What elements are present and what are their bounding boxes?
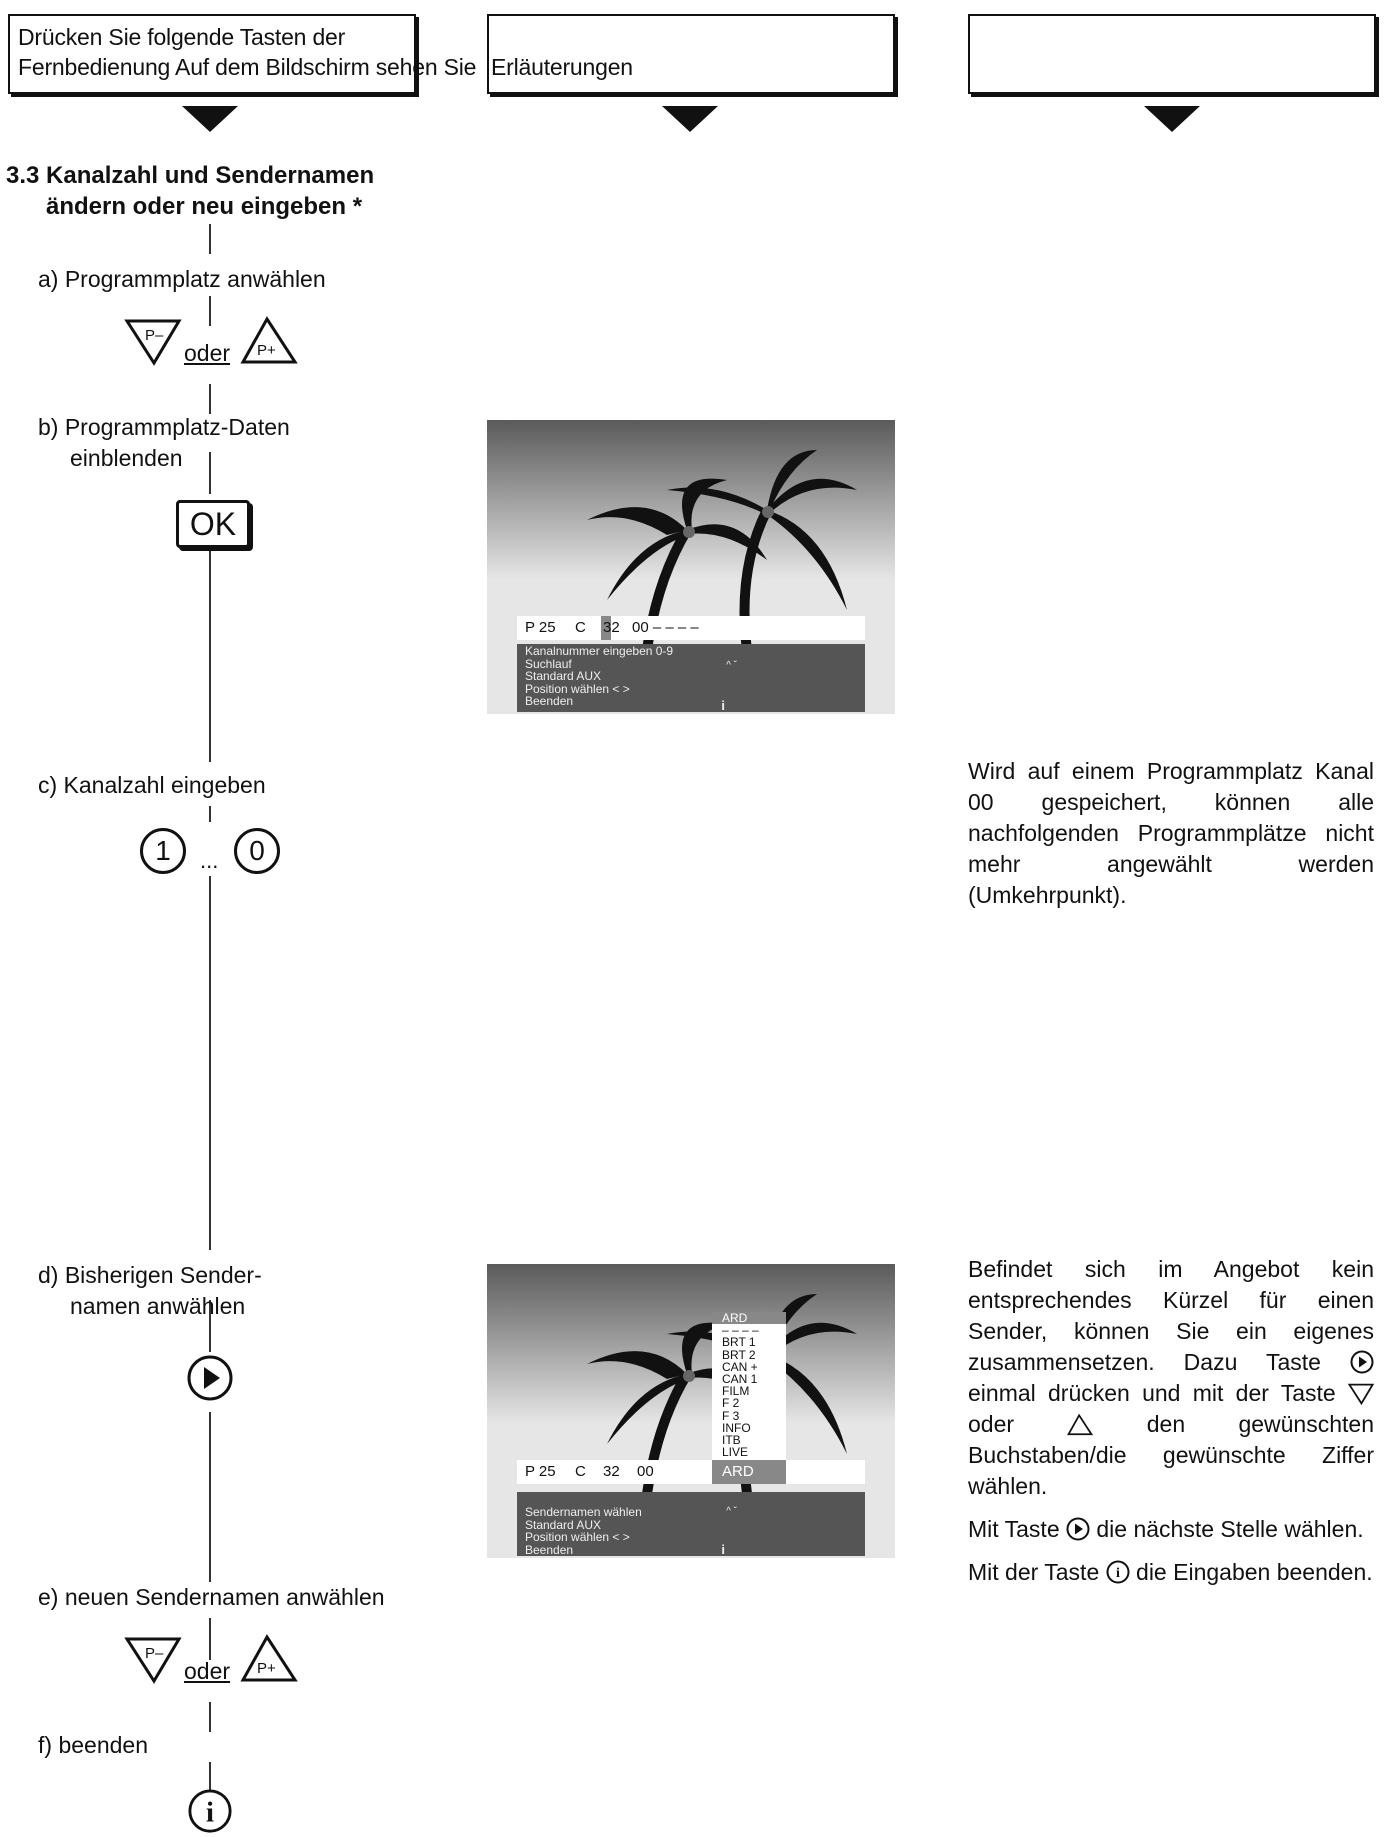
connector-line: [209, 876, 211, 1250]
p-minus-key-label: P–: [145, 327, 164, 344]
connector-line: [209, 384, 211, 414]
step-b-line1: b) Programmplatz-Daten: [38, 414, 290, 440]
station-name-option[interactable]: ARD: [712, 1312, 786, 1324]
station-name-option[interactable]: BRT 1: [722, 1335, 756, 1350]
osd-program-line: [517, 1460, 865, 1484]
station-name-option[interactable]: BRT 2: [722, 1347, 756, 1362]
play-right-key-icon: [1350, 1350, 1374, 1374]
header-keys-line2: Fernbedienung Auf dem Bildschirm sehen Sie: [18, 54, 477, 80]
osd-menu-item: Position wählen < >: [525, 681, 630, 696]
osd-menu-item: Suchlauf: [525, 656, 572, 671]
ok-key-label: OK: [189, 506, 237, 542]
note-text: die Eingaben beenden.: [1136, 1559, 1373, 1585]
step-d-label: [38, 1260, 262, 1322]
osd-c-label: C: [575, 1463, 586, 1480]
digit-1-key-icon[interactable]: [140, 828, 186, 874]
note-text: den gewünschten Buchstaben/die gewünschte Ziffer wählen.: [968, 1411, 1374, 1499]
step-c-label: c) Kanalzahl eingeben: [38, 772, 266, 798]
connector-line: [209, 296, 211, 326]
osd-program-number: P 25: [525, 1463, 556, 1480]
connector-line: [209, 1618, 211, 1660]
play-right-key-icon[interactable]: [186, 1354, 234, 1402]
section-title: [6, 160, 374, 222]
station-name-option[interactable]: F 2: [722, 1396, 740, 1411]
osd-position-number: 00: [637, 1463, 654, 1480]
p-minus-key-icon: [1348, 1383, 1374, 1405]
section-title-line2: ändern oder neu eingeben *: [46, 193, 363, 220]
p-minus-key-icon[interactable]: [124, 318, 182, 366]
info-key-icon[interactable]: [186, 1788, 234, 1834]
ok-key-icon[interactable]: [176, 500, 250, 548]
station-name-option[interactable]: CAN 1: [722, 1372, 758, 1387]
up-down-arrows-icon: ^ ˇ: [726, 1506, 737, 1517]
osd-station-name: 00 – – – –: [632, 619, 699, 636]
info-key-icon: [1106, 1560, 1130, 1584]
arrow-down-icon: [1144, 106, 1200, 132]
info-icon: i: [721, 1541, 725, 1557]
note-text: oder: [968, 1411, 1015, 1437]
play-right-key-icon: [1066, 1517, 1090, 1541]
info-key-label: i: [206, 1796, 214, 1829]
station-name-option[interactable]: – – – –: [722, 1323, 759, 1338]
arrow-down-icon: [662, 106, 718, 132]
connector-line: [209, 806, 211, 822]
ellipsis-label: ...: [200, 848, 219, 873]
p-minus-key-icon[interactable]: [124, 1636, 182, 1684]
oder-label: oder: [184, 1658, 231, 1684]
osd-channel-number: 32: [603, 619, 620, 636]
connector-line: [209, 1702, 211, 1732]
osd-station-name: ARD: [712, 1460, 786, 1484]
connector-line: [209, 224, 211, 254]
note-channel-zero: [968, 756, 1374, 923]
station-name-option[interactable]: INFO: [722, 1420, 751, 1435]
step-a-label: a) Programmplatz anwählen: [38, 266, 326, 292]
header-box-screen: [487, 14, 895, 94]
station-name-list[interactable]: [712, 1312, 786, 1462]
p-minus-key-label: P–: [145, 1645, 164, 1662]
step-b-label: [38, 412, 290, 474]
osd-program-line: [517, 616, 865, 640]
note-text: Mit Taste: [968, 1516, 1060, 1542]
osd-menu-item: Beenden: [525, 1542, 574, 1557]
station-name-option[interactable]: F 3: [722, 1408, 740, 1423]
info-icon: i: [721, 697, 725, 713]
header-box-keys: [8, 14, 477, 94]
connector-line: [209, 1412, 211, 1582]
header-keys-label: [18, 22, 476, 82]
osd-menu-item: Position wählen < >: [525, 1530, 630, 1544]
osd-c-label: C: [575, 619, 586, 636]
digit-0-label: 0: [249, 835, 265, 866]
svg-text:i: i: [1115, 1566, 1120, 1581]
note-text: Befindet sich im Angebot kein entsprechendes Kürzel für einen Sender, können Sie ein eigenes zusammensetzen. Dazu Taste: [968, 1256, 1374, 1375]
p-plus-key-icon[interactable]: [240, 316, 298, 366]
step-b-line2: einblenden: [70, 445, 183, 471]
oder-label: oder: [184, 340, 231, 366]
note-text: die nächste Stelle wählen.: [1096, 1516, 1364, 1542]
osd-menu-item: Beenden: [525, 694, 574, 708]
up-down-arrows-icon: ^ ˇ: [726, 660, 737, 671]
osd-menu-item: Kanalnummer eingeben 0-9: [525, 644, 674, 658]
osd-channel-number: 32: [603, 1463, 620, 1480]
station-name-option[interactable]: CAN +: [722, 1359, 758, 1374]
osd-menu: [517, 1492, 865, 1556]
osd-menu: [517, 644, 865, 712]
tv-screen-station-name: [487, 1264, 895, 1558]
p-plus-key-icon: [1067, 1414, 1093, 1436]
arrow-down-icon: [182, 106, 238, 132]
note-custom-name-text: [968, 1254, 1374, 1502]
osd-menu-item: Sendernamen wählen: [525, 1505, 642, 1519]
digit-1-label: 1: [155, 835, 171, 866]
p-plus-key-icon[interactable]: [240, 1634, 298, 1684]
station-name-option[interactable]: FILM: [722, 1384, 750, 1399]
osd-program-number: P 25: [525, 619, 556, 636]
step-d-line2: namen anwählen: [70, 1293, 246, 1319]
header-box-notes: [968, 14, 1376, 94]
station-name-option[interactable]: LIVE: [722, 1445, 749, 1460]
header-keys-line1: Drücken Sie folgende Tasten der: [18, 24, 346, 50]
note-custom-name: [968, 1254, 1374, 1600]
station-name-option[interactable]: ITB: [722, 1433, 741, 1448]
note-channel-zero-text: Wird auf einem Programmplatz Kanal 00 gespeichert, können alle nachfolgenden Programmplätze nicht mehr angewählt werden (Umkehrpunkt).: [968, 758, 1374, 908]
digit-0-key-icon[interactable]: [234, 828, 280, 874]
note-text: einmal drücken und mit der Taste: [968, 1380, 1336, 1406]
note-next-position: [968, 1514, 1374, 1545]
note-text: Mit der Taste: [968, 1559, 1100, 1585]
note-finish-input: [968, 1557, 1374, 1588]
p-plus-key-label: P+: [257, 342, 276, 359]
tv-screen-channel: [487, 420, 895, 714]
section-title-line1: 3.3 Kanalzahl und Sendernamen: [6, 162, 375, 189]
header-explanations-label: Erläuterungen: [491, 54, 633, 80]
p-plus-key-label: P+: [257, 1660, 276, 1677]
step-f-label: f) beenden: [38, 1732, 148, 1758]
osd-menu-item: Standard AUX: [525, 669, 602, 683]
step-e-label: e) neuen Sendernamen anwählen: [38, 1584, 385, 1610]
osd-menu-item: Standard AUX: [525, 1517, 602, 1532]
connector-line: [209, 544, 211, 762]
step-d-line1: d) Bisherigen Sender-: [38, 1262, 262, 1288]
